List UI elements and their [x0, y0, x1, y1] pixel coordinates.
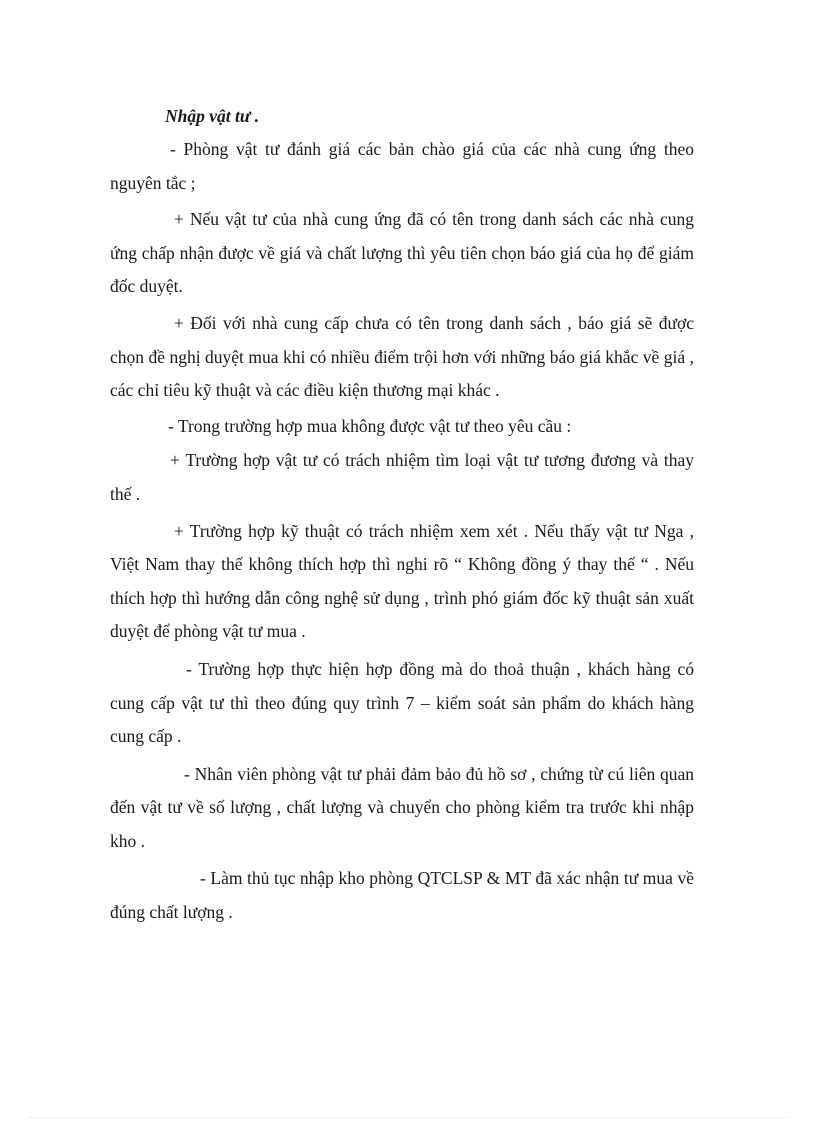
paragraph-warehouse-entry: - Làm thủ tục nhập kho phòng QTCLSP & MT đã xác nhận tư mua về đúng chất lượng .: [110, 868, 694, 923]
paragraph-equivalent: + Trường hợp vật tư có trách nhiệm tìm loại vật tư tương đương và thay thế .: [110, 450, 694, 504]
paragraph-new-supplier: + Đối với nhà cung cấp chưa có tên trong danh sách , báo giá sẽ được chọn đề nghị duyệt mua khi có nhiều điểm trội hơn với những báo giá khắc về giá , các chỉ tiêu kỹ thuật và các điều kiện thương mại khác .: [110, 312, 694, 401]
paragraph-unavailable: - Trong trường hợp mua không được vật tư theo yêu cầu :: [168, 415, 572, 436]
section-heading: Nhập vật tư .: [165, 106, 260, 126]
paragraph-evaluation: - Phòng vật tư đánh giá các bản chào giá của các nhà cung ứng theo nguyên tắc ;: [110, 139, 694, 193]
paragraph-customer-supplied: - Trường hợp thực hiện hợp đồng mà do thoả thuận , khách hàng có cung cấp vật tư thì theo đúng quy trình 7 – kiểm soát sản phẩm do khách hàng cung cấp .: [110, 658, 694, 747]
paragraph-approved-supplier: + Nếu vật tư của nhà cung ứng đã có tên trong danh sách các nhà cung ứng chấp nhận được về giá và chất lượng thì yêu tiên chọn báo giá của họ để giám đốc duyệt.: [110, 209, 694, 297]
paragraph-records: - Nhân viên phòng vật tư phải đảm bảo đủ hồ sơ , chứng từ cú liên quan đến vật tư về số lượng , chất lượng và chuyển cho phòng kiểm tra trước khi nhập kho .: [110, 763, 694, 851]
page-bottom-rule: [28, 1117, 788, 1118]
paragraph-technical-review: + Trường hợp kỹ thuật có trách nhiệm xem xét . Nếu thấy vật tư Nga , Việt Nam thay thế không thích hợp thì nghi rõ “ Không đồng ý thay thế “ . Nếu thích hợp thì hướng dẫn công nghệ sử dụng , trình phó giám đốc kỹ thuật sản xuất duyệt để phòng vật tư mua .: [110, 520, 694, 642]
document-body: [110, 100, 694, 930]
